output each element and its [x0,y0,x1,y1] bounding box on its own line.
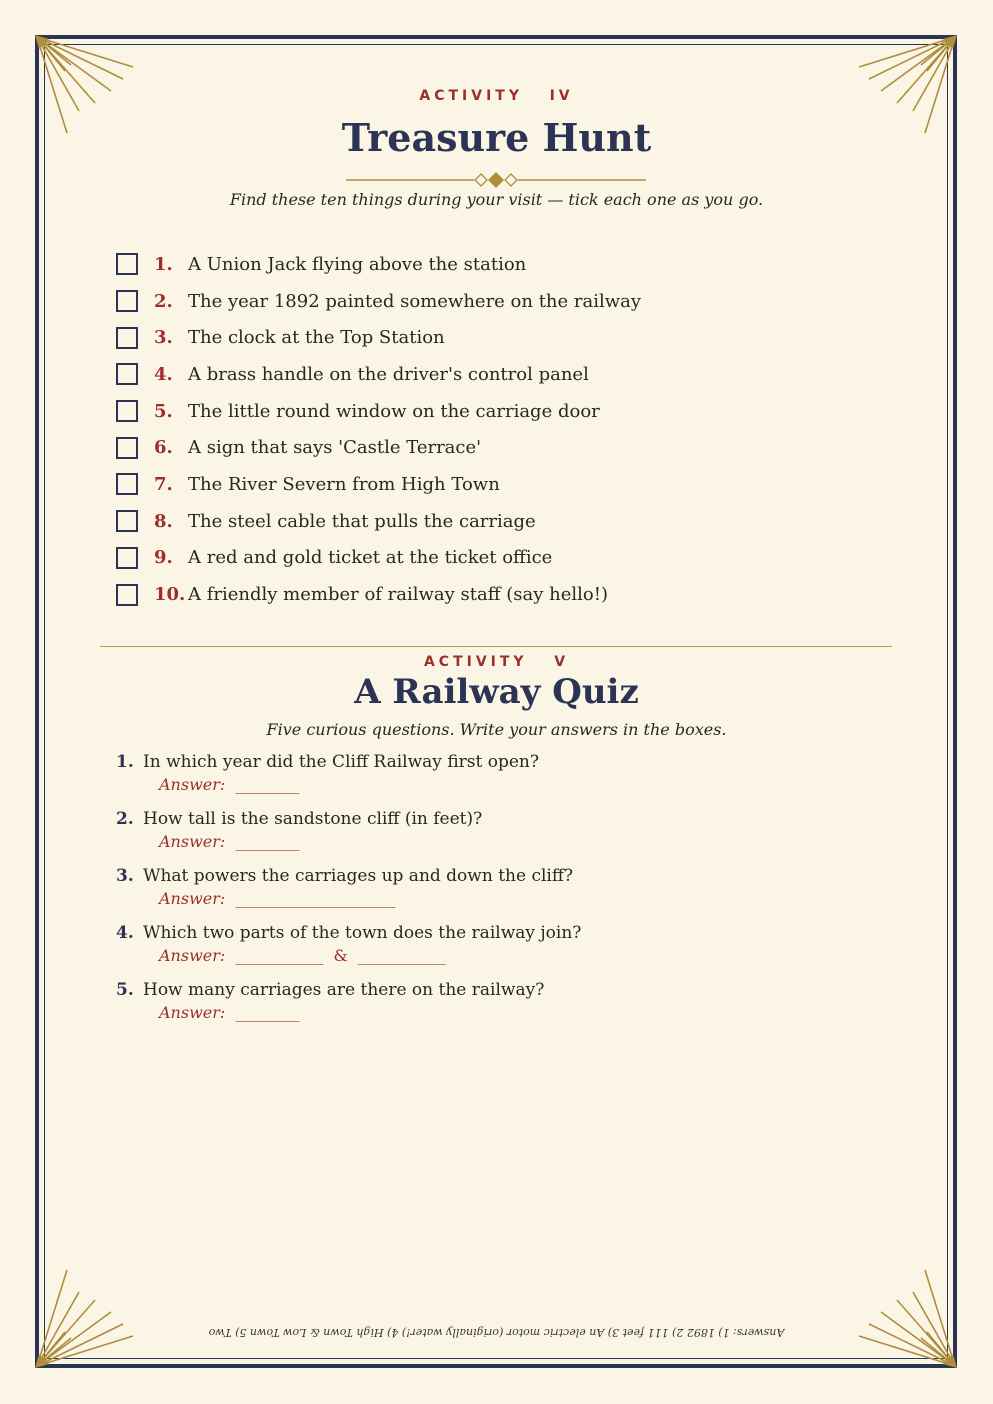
answer-label: Answer: [159,775,226,794]
checklist-item [116,429,876,466]
checklist-item [116,503,876,540]
item-number: 4. [154,363,173,385]
question-number: 3. [116,866,134,886]
treasure-hunt-title: Treasure Hunt [341,115,652,160]
item-text: A red and gold ticket at the ticket office [188,547,553,569]
question-text: How tall is the sandstone cliff (in feet)? [143,809,483,829]
treasure-hunt-subtitle: Find these ten things during your visit — tick each one as you go. [229,190,764,209]
item-text: A brass handle on the driver's control panel [188,363,589,385]
item-number: 8. [154,510,173,532]
answer-blank[interactable]: ___________ [235,946,324,965]
item-number: 10. [154,584,186,606]
question-text: How many carriages are there on the railway? [143,980,545,1000]
corner-sunburst-ornament [857,1268,957,1368]
question-text: In which year did the Cliff Railway first open? [143,752,539,772]
item-number: 2. [154,290,173,312]
quiz-question [116,809,876,866]
answer-blank[interactable]: ___________ [357,946,446,965]
tick-checkbox[interactable] [116,290,138,312]
tick-checkbox[interactable] [116,437,138,459]
checklist-item [116,283,876,320]
question-number: 2. [116,809,134,829]
quiz-question [116,752,876,809]
answer-blank[interactable]: ____________________ [235,889,396,908]
item-number: 6. [154,437,173,459]
tick-checkbox[interactable] [116,510,138,532]
checklist-item [116,246,876,283]
question-number: 4. [116,923,134,943]
item-text: The River Severn from High Town [188,473,500,495]
answer-blank[interactable]: ________ [235,1003,300,1022]
checklist-item [116,393,876,430]
question-number: 1. [116,752,134,772]
upside-down-answers-footer: Answers: 1) 1892 2) 111 feet 3) An electric motor (originally water!) 4) High Town & Low Town 5) Two [208,1326,785,1339]
tick-checkbox[interactable] [116,473,138,495]
corner-sunburst-ornament [35,1268,135,1368]
answer-blank[interactable]: ________ [235,775,300,794]
tick-checkbox[interactable] [116,363,138,385]
railway-quiz-title: A Railway Quiz [354,672,639,712]
checklist-item [116,356,876,393]
item-number: 9. [154,547,173,569]
item-text: A sign that says 'Castle Terrace' [188,437,482,459]
quiz-question [116,866,876,923]
railway-quiz-subtitle: Five curious questions. Write your answers in the boxes. [266,720,727,739]
tick-checkbox[interactable] [116,547,138,569]
railway-quiz-questions [116,752,876,1037]
answer-label: Answer: [159,832,226,851]
quiz-question [116,980,876,1037]
item-text: The clock at the Top Station [188,327,445,349]
section-divider [100,646,892,647]
tick-checkbox[interactable] [116,400,138,422]
item-text: The little round window on the carriage door [188,400,600,422]
answer-blank[interactable]: ________ [235,832,300,851]
item-text: A Union Jack flying above the station [188,253,527,275]
tick-checkbox[interactable] [116,584,138,606]
item-number: 7. [154,473,173,495]
answer-label: Answer: [159,1003,226,1022]
question-number: 5. [116,980,134,1000]
question-text: What powers the carriages up and down the cliff? [143,866,574,886]
answer-label: Answer: [159,889,226,908]
tick-checkbox[interactable] [116,253,138,275]
ampersand: & [333,946,348,965]
item-number: 3. [154,327,173,349]
item-text: The year 1892 painted somewhere on the railway [188,290,642,312]
checklist-item [116,576,876,613]
item-text: The steel cable that pulls the carriage [188,510,536,532]
activity-iv-kicker: ACTIVITY IV [419,88,574,104]
item-text: A friendly member of railway staff (say hello!) [188,584,608,606]
diamond-divider-ornament [346,170,646,190]
checklist-item [116,466,876,503]
item-number: 5. [154,400,173,422]
activity-v-kicker: ACTIVITY V [423,654,570,670]
tick-checkbox[interactable] [116,327,138,349]
item-number: 1. [154,253,173,275]
question-text: Which two parts of the town does the railway join? [143,923,582,943]
answer-label: Answer: [159,946,226,965]
treasure-hunt-checklist [116,246,876,613]
quiz-question [116,923,876,980]
checklist-item [116,319,876,356]
checklist-item [116,540,876,577]
